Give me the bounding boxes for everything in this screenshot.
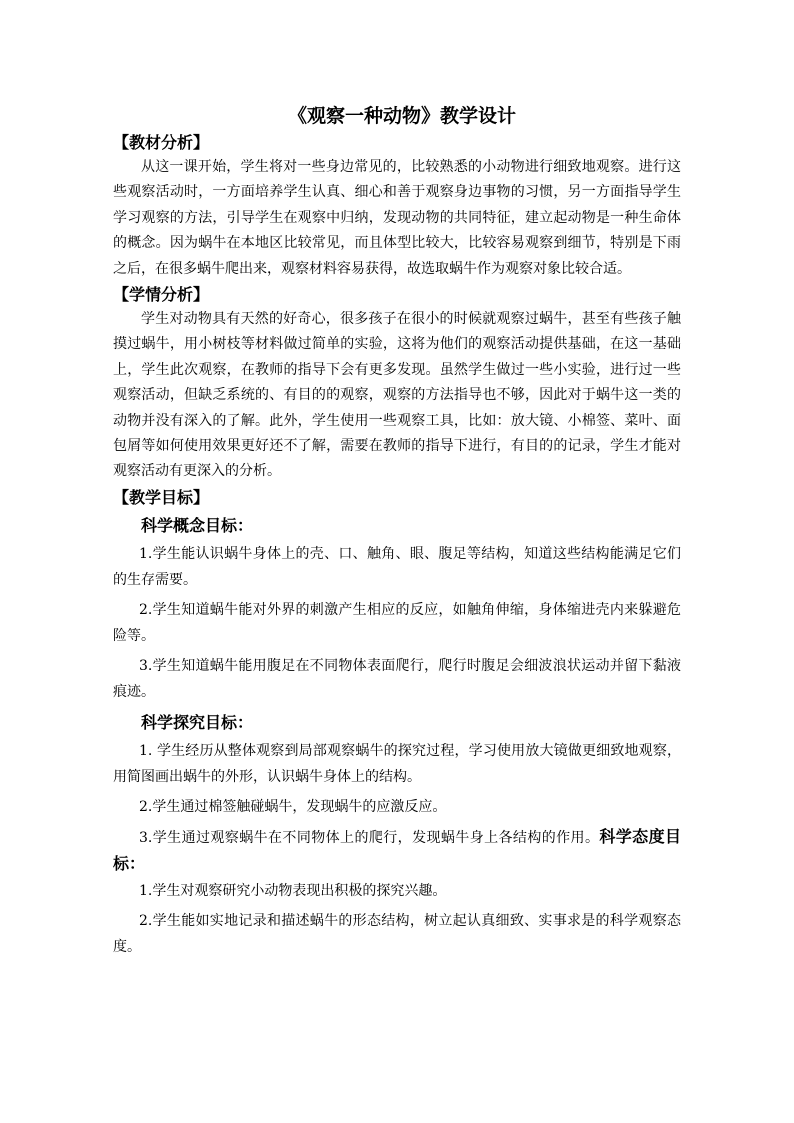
section-heading-goals: 【教学目标】 [113,487,210,507]
list-item: 1. 学生经历从整体观察到局部观察蜗牛的探究过程，学习使用放大镜做更细致地观察，用简图画出蜗牛的外形，认识蜗牛身体上的结构。 [113,742,681,785]
section-heading-students: 【学情分析】 [113,285,210,305]
list-item: 2.学生知道蜗牛能对外界的刺激产生相应的反应，如触角伸缩，身体缩进壳内来躲避危险等。 [113,601,681,644]
document-page [113,102,681,964]
sub-heading-attitude-goals: 科学态度目标： [113,826,681,873]
list-item-text: 3.学生通过观察蜗牛在不同物体上的爬行，发现蜗牛身上各结构的作用。 [139,829,600,846]
section-heading-textbook: 【教材分析】 [113,133,210,152]
list-item: 1.学生对观察研究小动物表现出积极的探究兴趣。 [139,882,447,899]
sub-heading-concept-goals: 科学概念目标： [141,515,254,535]
section-textbook-analysis [113,130,681,282]
section-teaching-goals [113,485,681,960]
paragraph-students: 学生对动物具有天然的好奇心，很多孩子在很小的时候就观察过蜗牛，甚至有些孩子触摸过蜗牛，用小树枝等材料做过简单的实验，这将为他们的观察活动提供基础，在这一基础上，学生此次观察，在教师的指导下会有更多发现。虽然学生做过一些小实验，进行过一些观察活动，但缺乏系统的、有目的的观察，观察的方法指导也不够，因此对于蜗牛这一类的动物并没有深入的了解。此外，学生使用一些观察工具，比如：放大镜、小棉签、菜叶、面包屑等如何使用效果更好还不了解，需要在教师的指导下进行，有目的的记录，学生才能对观察活动有更深入的分析。 [113,311,681,480]
list-item: 2.学生能如实地记录和描述蜗牛的形态结构，树立起认真细致、实事求是的科学观察态度。 [113,912,681,955]
sub-heading-inquiry-goals: 科学探究目标： [141,712,254,732]
section-student-analysis [113,282,681,485]
document-title: 《观察一种动物》教学设计 [287,105,516,127]
list-item: 3.学生知道蜗牛能用腹足在不同物体表面爬行，爬行时腹足会细波浪状运动并留下黏液痕迹。 [113,657,681,700]
list-item: 1.学生能认识蜗牛身体上的壳、口、触角、眼、腹足等结构，知道这些结构能满足它们的生存需要。 [113,545,681,588]
list-item [113,824,681,878]
list-item: 2.学生通过棉签触碰蜗牛，发现蜗牛的应激反应。 [139,798,447,815]
paragraph-textbook: 从这一课开始，学生将对一些身边常见的，比较熟悉的小动物进行细致地观察。进行这些观察活动时，一方面培养学生认真、细心和善于观察身边事物的习惯，另一方面指导学生学习观察的方法，引导学生在观察中归纳，发现动物的共同特征，建立起动物是一种生命体的概念。因为蜗牛在本地区比较常见，而且体型比较大，比较容易观察到细节，特别是下雨之后，在很多蜗牛爬出来，观察材料容易获得，故选取蜗牛作为观察对象比较合适。 [113,159,681,277]
